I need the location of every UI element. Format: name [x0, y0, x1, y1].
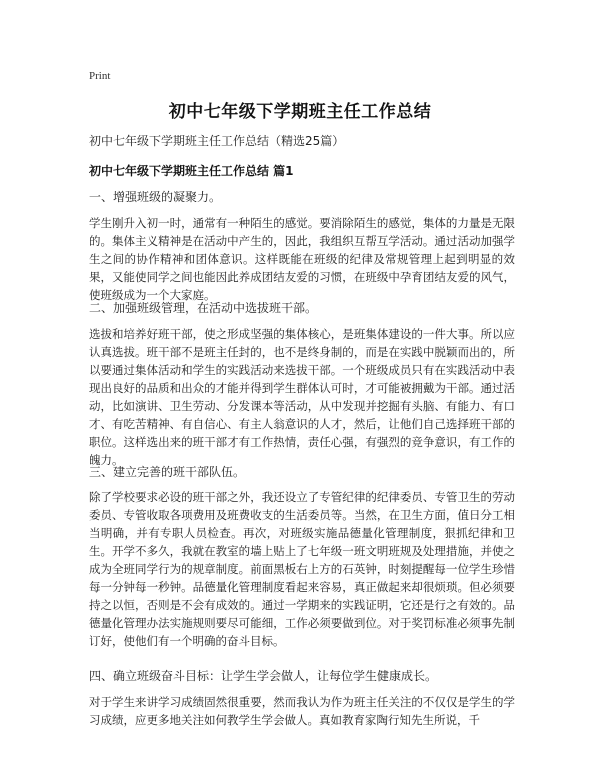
- document-subtitle: 初中七年级下学期班主任工作总结（精选25篇）: [89, 134, 345, 148]
- paragraph-2: 选拔和培养好班干部，使之形成坚强的集体核心，是班集体建设的一件大事。所以应认真选拔。班干部不是班主任封的，也不是终身制的，而是在实践中脱颖而出的，所以要通过集体活动和学生的实践活动来选拔干部。一个班级成员只有在实践活动中表现出良好的品质和出众的才能并得到学生群体认可时，才可能被拥戴为干部。通过活动，比如演讲、卫生劳动、分发课本等活动，从中发现并挖掘有头脑、有能力、有口才、有吃苦精神、有自信心、有主人翁意识的人才，然后，让他们自己选择班干部的职位。这样选出来的班干部才有工作热情，责任心强，有强烈的竞争意识，有工作的魄力。: [89, 327, 515, 467]
- section-title: 初中七年级下学期班主任工作总结 篇1: [89, 164, 294, 178]
- paragraph-1: 学生刚升入初一时，通常有一种陌生的感觉。要消除陌生的感觉，集体的力量是无限的。集体主义精神是在活动中产生的，因此，我组织互帮互学活动。通过活动加强学生之间的协作精神和团体意识。这样既能在班级的纪律及常规管理上起到明显的效果，又能使同学之间也能因此养成团结友爱的习惯，在班级中孕育团结友爱的风气，使班级成为一个大家庭。: [89, 216, 515, 302]
- print-label[interactable]: Print: [89, 70, 111, 82]
- heading-2: 二、加强班级管理，在活动中选拔班干部。: [89, 301, 318, 315]
- paragraph-4: 对于学生来讲学习成绩固然很重要，然而我认为作为班主任关注的不仅仅是学生的学习成绩，应更多地关注如何教学生学会做人。真如教育家陶行知先生所说，千: [89, 695, 515, 727]
- heading-3: 三、建立完善的班干部队伍。: [89, 465, 246, 479]
- document-title: 初中七年级下学期班主任工作总结: [168, 102, 432, 122]
- heading-4: 四、确立班级奋斗目标：让学生学会做人，让每位学生健康成长。: [89, 669, 438, 683]
- paragraph-3: 除了学校要求必设的班干部之外，我还设立了专管纪律的纪律委员、专管卫生的劳动委员、专管收取各项费用及班费收支的生活委员等。当然，在卫生方面，值日分工相当明确，并有专职人员检查。再次，对班级实施品德量化管理制度，狠抓纪律和卫生。开学不多久，我就在教室的墙上贴上了七年级一班文明班规及处理措施，并使之成为全班同学行为的规章制度。前面黑板右上方的石英钟，时刻提醒每一位学生珍惜每一分钟每一秒钟。品德量化管理制度看起来容易，真正做起来却很烦琐。但必须要持之以恒，否则是不会有成效的。通过一学期来的实践证明，它还是行之有效的。品德量化管理办法实施规则要尽可能细，工作必须要做到位。对于奖罚标准必须事先制订好，使他们有一个明确的奋斗目标。: [89, 490, 515, 648]
- heading-1: 一、增强班级的凝聚力。: [89, 190, 222, 204]
